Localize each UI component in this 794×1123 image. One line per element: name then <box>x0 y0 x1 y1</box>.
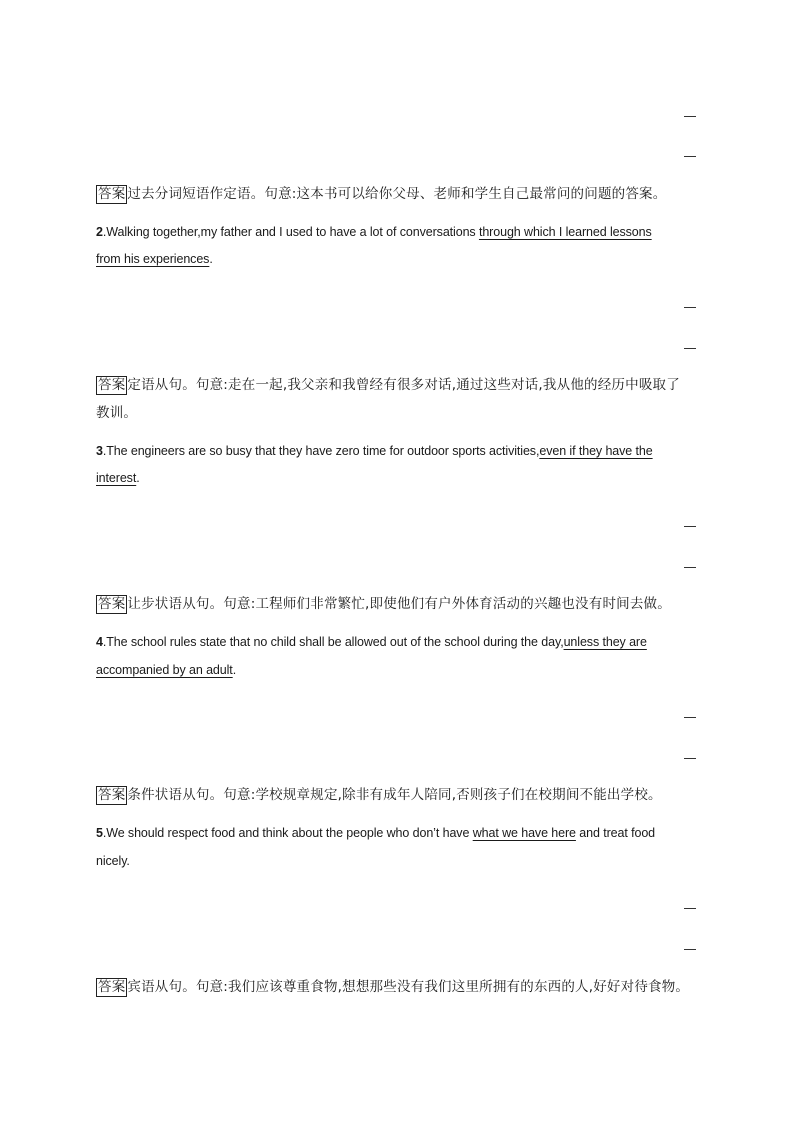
blank-dash-mark <box>684 908 696 909</box>
question-5-end: nicely. <box>96 854 130 868</box>
question-3-line-2 <box>96 471 140 485</box>
blank-dash-mark <box>684 116 696 117</box>
blank-dash-mark <box>684 348 696 349</box>
answer-2-explanation: 定语从句。句意:走在一起,我父亲和我曾经有很多对话,通过这些对话,我从他的经历中吸取了 <box>127 377 680 393</box>
question-4-line-1 <box>96 635 647 649</box>
question-3-underline: even if they have the <box>539 444 653 458</box>
question-5-line-2 <box>96 854 130 868</box>
answer-5-explanation: 宾语从句。句意:我们应该尊重食物,想想那些没有我们这里所拥有的东西的人,好好对待食物。 <box>127 979 690 995</box>
answer-tag: 答案 <box>98 186 126 202</box>
question-2-line-1 <box>96 225 652 239</box>
question-2-end: . <box>209 252 213 266</box>
answer-2 <box>96 373 680 395</box>
question-2-line-2 <box>96 252 213 266</box>
answer-2-line-2 <box>96 401 137 421</box>
question-4-text: .The school rules state that no child shall be allowed out of the school during the day, <box>102 635 564 649</box>
question-5-number: 5 <box>96 826 103 840</box>
question-2-underline-cont: from his experiences <box>96 252 210 266</box>
question-2-text: .Walking together,my father and I used to have a lot of conversations <box>102 225 479 239</box>
question-4-line-2 <box>96 663 236 677</box>
blank-dash-mark <box>684 307 696 308</box>
answer-2-explanation-cont: 教训。 <box>96 405 138 421</box>
blank-dash-mark <box>684 758 696 759</box>
answer-tag: 答案 <box>98 377 126 393</box>
answer-tag: 答案 <box>98 787 126 803</box>
question-3-underline-cont: interest <box>96 471 137 485</box>
blank-dash-mark <box>684 156 696 157</box>
blank-dash-mark <box>684 717 696 718</box>
question-4-underline-cont: accompanied by an adult <box>96 663 233 677</box>
question-3-line-1 <box>96 444 653 458</box>
question-3-text: .The engineers are so busy that they have zero time for outdoor sports activities, <box>102 444 540 458</box>
question-3-end: . <box>136 471 140 485</box>
answer-3 <box>96 592 671 614</box>
blank-dash-mark <box>684 949 696 950</box>
answer-4-explanation: 条件状语从句。句意:学校规章规定,除非有成年人陪同,否则孩子们在校期间不能出学校。 <box>127 787 662 803</box>
question-3-number: 3 <box>96 444 103 458</box>
question-5-text: .We should respect food and think about the people who don’t have <box>102 826 473 840</box>
answer-tag: 答案 <box>98 979 126 995</box>
question-2-number: 2 <box>96 225 103 239</box>
answer-4 <box>96 783 662 805</box>
blank-dash-mark <box>684 567 696 568</box>
question-5-text-cont: and treat food <box>575 826 656 840</box>
answer-tag: 答案 <box>98 596 126 612</box>
blank-dash-mark <box>684 526 696 527</box>
question-4-underline: unless they are <box>563 635 647 649</box>
answer-5 <box>96 975 689 997</box>
question-4-number: 4 <box>96 635 103 649</box>
question-5-underline: what we have here <box>472 826 576 840</box>
answer-1-explanation: 过去分词短语作定语。句意:这本书可以给你父母、老师和学生自己最常问的问题的答案。 <box>127 186 667 202</box>
question-2-underline: through which I learned lessons <box>478 225 652 239</box>
answer-1 <box>96 182 666 204</box>
answer-3-explanation: 让步状语从句。句意:工程师们非常繁忙,即使他们有户外体育活动的兴趣也没有时间去做。 <box>127 596 671 612</box>
question-5-line-1 <box>96 826 655 840</box>
question-4-end: . <box>232 663 237 677</box>
